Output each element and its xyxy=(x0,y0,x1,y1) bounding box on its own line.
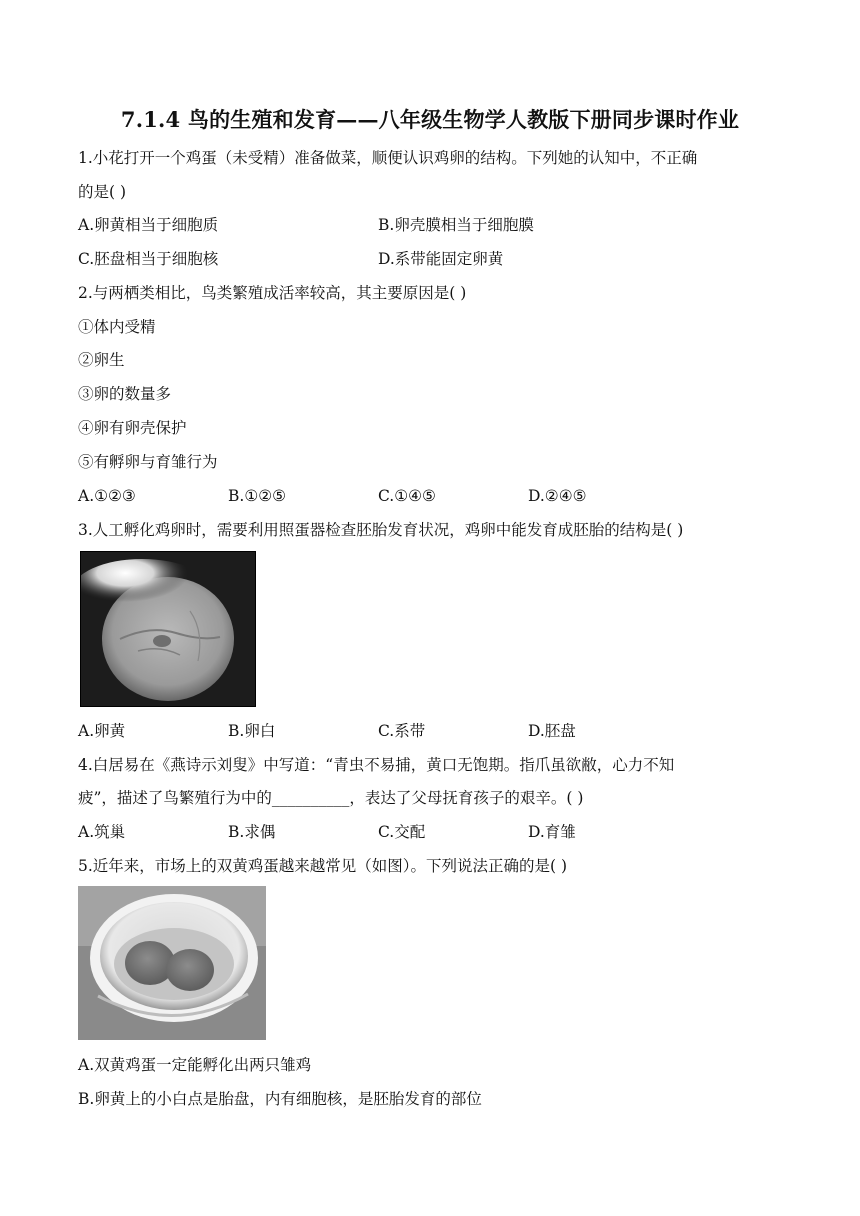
q2-item-5: ⑤有孵卵与育雏行为 xyxy=(78,453,218,471)
q1-option-d: D.系带能固定卵黄 xyxy=(378,250,504,268)
q3-option-a: A.卵黄 xyxy=(78,722,126,740)
q4-stem-line1: 4.白居易在《燕诗示刘叟》中写道：“青虫不易捕，黄口无饱期。指爪虽欲敝，心力不知 xyxy=(78,756,675,774)
q2-item-2: ②卵生 xyxy=(78,351,125,369)
page-title: 7.1.4 鸟的生殖和发育——八年级生物学人教版下册同步课时作业 xyxy=(120,107,740,132)
q1-option-c: C.胚盘相当于细胞核 xyxy=(78,250,219,268)
q1-option-a: A.卵黄相当于细胞质 xyxy=(78,216,219,234)
q3-option-d: D.胚盘 xyxy=(528,722,576,740)
q5-stem: 5.近年来，市场上的双黄鸡蛋越来越常见（如图）。下列说法正确的是( ) xyxy=(78,857,568,875)
double-yolk-egg-photo xyxy=(78,886,266,1040)
q4-option-a: A.筑巢 xyxy=(78,823,126,841)
q1-stem-line1: 1.小花打开一个鸡蛋（未受精）准备做菜，顺便认识鸡卵的结构。下列她的认知中，不正确 xyxy=(78,149,698,167)
q2-option-c: C.①④⑤ xyxy=(378,487,436,505)
q2-option-a: A.①②③ xyxy=(78,487,136,505)
q4-stem-line2: 疲”，描述了鸟繁殖行为中的__________，表达了父母抚育孩子的艰辛。( ) xyxy=(78,789,584,807)
q3-stem: 3.人工孵化鸡卵时，需要利用照蛋器检查胚胎发育状况，鸡卵中能发育成胚胎的结构是( ) xyxy=(78,521,684,539)
q2-option-d: D.②④⑤ xyxy=(528,487,587,505)
q3-option-c: C.系带 xyxy=(378,722,426,740)
q2-stem: 2.与两栖类相比，鸟类繁殖成活率较高，其主要原因是( ) xyxy=(78,284,467,302)
q2-option-b: B.①②⑤ xyxy=(228,487,287,505)
q2-item-1: ①体内受精 xyxy=(78,318,156,336)
q4-option-d: D.育雏 xyxy=(528,823,576,841)
q3-option-b: B.卵白 xyxy=(228,722,276,740)
q5-option-a: A.双黄鸡蛋一定能孵化出两只雏鸡 xyxy=(78,1056,312,1074)
q4-option-b: B.求偶 xyxy=(228,823,276,841)
q4-option-c: C.交配 xyxy=(378,823,426,841)
q2-item-4: ④卵有卵壳保护 xyxy=(78,419,187,437)
q1-option-b: B.卵壳膜相当于细胞膜 xyxy=(378,216,534,234)
q2-item-3: ③卵的数量多 xyxy=(78,385,172,403)
q1-stem-line2: 的是( ) xyxy=(78,183,127,201)
q5-option-b: B.卵黄上的小白点是胎盘，内有细胞核，是胚胎发育的部位 xyxy=(78,1090,482,1108)
egg-candling-photo xyxy=(80,551,256,707)
